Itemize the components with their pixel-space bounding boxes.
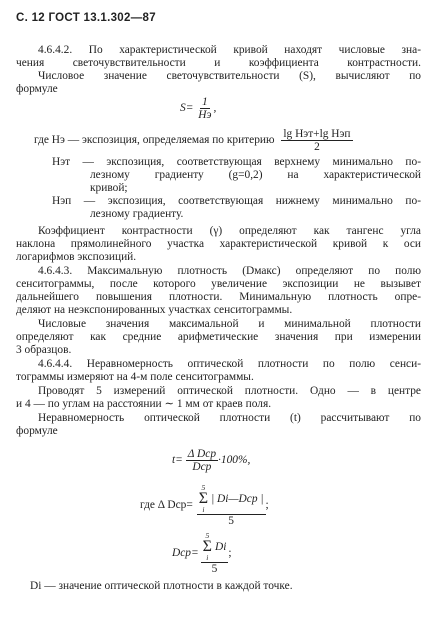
formula-tail: ; [228, 547, 232, 559]
text-line: тограммы измеряют на 4-м поле сенситограммы. [16, 371, 254, 383]
formula-s [180, 96, 216, 121]
sum-operator [203, 532, 212, 562]
formula-t [172, 448, 250, 473]
text-line: Неравномерность оптической плотности (t) рассчитывают по [38, 412, 421, 424]
formula-delta [140, 484, 269, 527]
text-line: Проводят 5 измерений оптической плотности. Одно — в центре [38, 385, 421, 397]
text-line: Числовые значения максимальной и минимальной плотности [38, 318, 421, 330]
sigma-symbol: Σ [198, 490, 209, 507]
text-line: 4.6.4.3. Максимальную плотность (Dмакс) определяют по полю [38, 265, 421, 277]
text-line: сенситограммы, после которого увеличение экспозиции не вызывет [16, 278, 421, 290]
formula-lhs: Dср= [172, 547, 199, 559]
text-line: формуле [16, 425, 58, 437]
fraction-numerator [201, 531, 232, 563]
sum-operator [199, 484, 208, 514]
formula-lhs: t= [172, 454, 183, 467]
fraction [186, 448, 218, 473]
text-line: дальнейшего повышения плотности. Минимальную плотность опре- [16, 291, 421, 303]
fraction-numerator: 1 [202, 96, 208, 108]
fraction-denominator: 5 [228, 515, 234, 527]
fraction-denominator: 2 [314, 141, 320, 153]
sum-term: | Di—Dср | [211, 493, 264, 505]
text-line: 3 образцов. [16, 344, 72, 356]
formula-tail: , [213, 102, 217, 115]
fraction-numerator: lg Hэт+lg Hэп [283, 128, 351, 140]
text-line: наклона прямолинейного участка характеристической кривой к оси [16, 238, 421, 250]
formula-tail: ·100%, [218, 454, 251, 467]
sum-fraction [197, 484, 266, 527]
fraction [196, 96, 213, 121]
where-line [34, 128, 353, 153]
text-line: и 4 — по углам на расстоянии ∼ 1 мм от краев поля. [16, 398, 272, 410]
definition-line: кривой; [90, 182, 128, 194]
sum-fraction [201, 531, 232, 575]
fraction-denominator: Dср [192, 461, 212, 473]
sum-term: Di [214, 541, 227, 553]
page-header: С. 12 ГОСТ 13.1.302—87 [16, 12, 156, 24]
fraction-numerator [197, 484, 266, 515]
text-line: чения светочувствительности и коэффициента контрастности. [16, 57, 421, 69]
formula-lhs: где Δ Dср= [140, 499, 193, 511]
sum-upper-limit: 5 [201, 483, 206, 492]
text-line: определяют как средние арифметические значения при измерении [16, 331, 421, 343]
definition-line: Hэт — экспозиция, соответствующая верхнему минимально по- [52, 156, 421, 168]
sum-lower-limit: i [202, 505, 205, 514]
fraction-denominator: 5 [211, 563, 218, 575]
fraction-denominator: Hэ [198, 109, 212, 121]
text-line: Di — значение оптической плотности в каждой точке. [30, 580, 293, 592]
text-line: формуле [16, 83, 58, 95]
where-text: где Hэ — экспозиция, определяемая по критерию [34, 134, 275, 147]
formula-mean [172, 532, 232, 575]
text-line: Коэффициент контрастности (γ) определяют как тангенс угла [38, 225, 421, 237]
text-line: 4.6.4.4. Неравномерность оптической плотности по полю сенси- [38, 358, 421, 370]
text-line: логарифмов экспозиций. [16, 251, 137, 263]
fraction-numerator: Δ Dср [187, 448, 217, 460]
text-line: Числовое значение светочувствительности (S), вычисляют по [38, 70, 421, 82]
text-line: 4.6.4.2. По характеристической кривой находят числовые зна- [38, 44, 421, 56]
definition-line: лезному градиенту (g=0,2) на характеристической [90, 169, 421, 181]
definition-line: Hэп — экспозиция, соответствующая нижнему минимально по- [52, 195, 421, 207]
text-line: деляют на неэкспонированных участках сенситограммы. [16, 304, 293, 316]
sum-upper-limit: 5 [205, 531, 210, 540]
sigma-symbol: Σ [202, 538, 212, 555]
sum-lower-limit: i [206, 553, 209, 562]
definition-line: лезному градиенту. [90, 208, 184, 220]
criterion-fraction [281, 128, 352, 153]
formula-lhs: S= [180, 102, 194, 115]
formula-tail: ; [265, 499, 269, 511]
